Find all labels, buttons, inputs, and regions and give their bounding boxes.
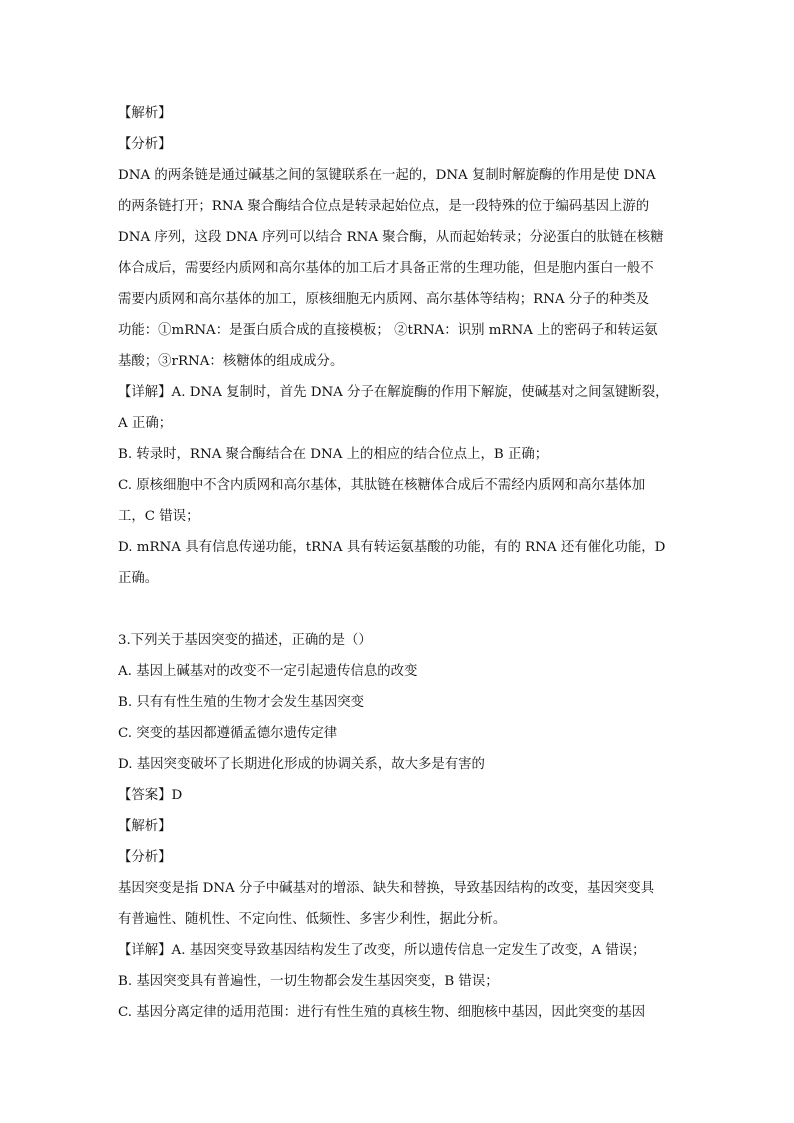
question-title: 3.下列关于基因突变的描述，正确的是（） xyxy=(118,633,372,648)
option-d: D. 基因突变破坏了长期进化形成的协调关系，故大多是有害的 xyxy=(118,757,485,772)
text-line: B. 基因突变具有普遍性，一切生物都会发生基因突变，B 错误； xyxy=(118,974,499,989)
question-3 xyxy=(118,625,678,1028)
text-line: B. 转录时，RNA 聚合酶结合在 DNA 上的相应的结合位点上，B 正确； xyxy=(118,447,549,462)
option-c: C. 突变的基因都遵循孟德尔遗传定律 xyxy=(118,726,338,741)
text-line: DNA 序列，这段 DNA 序列可以结合 RNA 聚合酶，从而起始转录；分泌蛋白的肽链在核糖 xyxy=(118,230,664,245)
text-line: 有普遍性、随机性、不定向性、低频性、多害少利性，据此分析。 xyxy=(118,912,507,927)
section-heading-jiexi: 【解析】 xyxy=(118,819,172,834)
section-heading-jiexi: 【解析】 xyxy=(118,106,172,121)
text-line: 工，C 错误； xyxy=(118,509,200,524)
text-line: 的两条链打开；RNA 聚合酶结合位点是转录起始位点，是一段特殊的位于编码基因上游的 xyxy=(118,199,650,214)
analysis-paragraph xyxy=(118,160,678,377)
paragraph-spacer xyxy=(118,594,678,625)
text-line: DNA 的两条链是通过碱基之间的氢键联系在一起的，DNA 复制时解旋酶的作用是使 DNA xyxy=(118,168,656,183)
text-line: 基因突变是指 DNA 分子中碱基对的增添、缺失和替换，导致基因结构的改变，基因突变具 xyxy=(118,881,655,896)
section-heading-fenxi: 【分析】 xyxy=(118,850,172,865)
text-line: D. mRNA 具有信息传递功能，tRNA 具有转运氨基酸的功能，有的 RNA 还有催化功能，D xyxy=(118,540,666,555)
detail-paragraph xyxy=(118,377,678,594)
option-a: A. 基因上碱基对的改变不一定引起遗传信息的改变 xyxy=(118,664,418,679)
section-heading-fenxi: 【分析】 xyxy=(118,137,172,152)
text-line: 功能：①mRNA：是蛋白质合成的直接模板； ②tRNA：识别 mRNA 上的密码子和转运氨 xyxy=(118,323,658,338)
text-line: 基酸；③rRNA：核糖体的组成成分。 xyxy=(118,354,344,369)
text-line: 【详解】A. DNA 复制时，首先 DNA 分子在解旋酶的作用下解旋，使碱基对之间氢键断裂， xyxy=(118,385,669,400)
document-page xyxy=(118,98,678,1028)
text-line: C. 基因分离定律的适用范围：进行有性生殖的真核生物、细胞核中基因，因此突变的基因 xyxy=(118,1005,646,1020)
text-line: C. 原核细胞中不含内质网和高尔基体，其肽链在核糖体合成后不需经内质网和高尔基体加 xyxy=(118,478,646,493)
text-line: 需要内质网和高尔基体的加工，原核细胞无内质网、高尔基体等结构；RNA 分子的种类及 xyxy=(118,292,650,307)
text-line: 正确。 xyxy=(118,571,159,586)
answer-line: 【答案】D xyxy=(118,788,183,803)
option-b: B. 只有有性生殖的生物才会发生基因突变 xyxy=(118,695,364,710)
text-line: 体合成后，需要经内质网和高尔基体的加工后才具备正常的生理功能，但是胞内蛋白一般不 xyxy=(118,261,654,276)
text-line: 【详解】A. 基因突变导致基因结构发生了改变，所以遗传信息一定发生了改变，A 错误； xyxy=(118,943,646,958)
text-line: A 正确； xyxy=(118,416,173,431)
